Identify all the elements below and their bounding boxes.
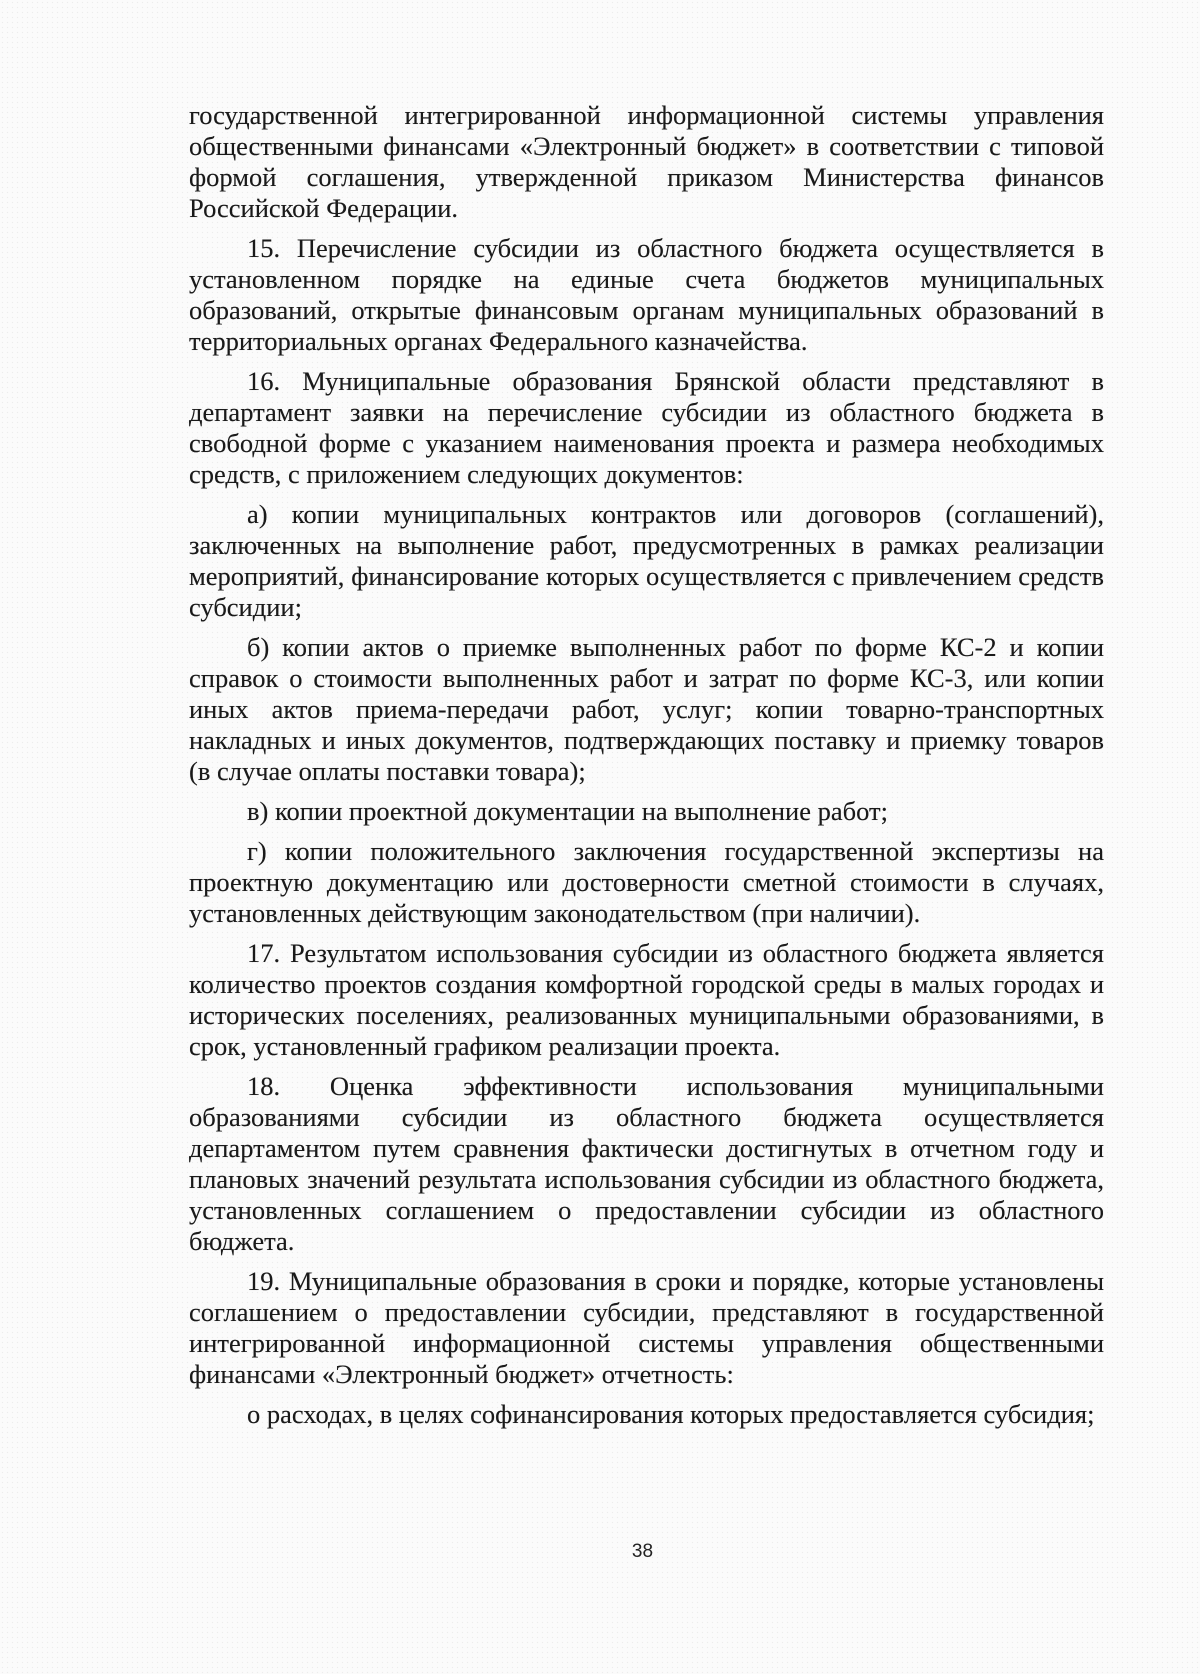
paragraph-17: 17. Результатом использования субсидии из областного бюджета является количество проектов создания комфортной городской среды в малых городах и исторических поселениях, реализованных муниципальными образованиями, в срок, установленный графиком реализации проекта. <box>189 938 1104 1061</box>
paragraph-16-a: а) копии муниципальных контрактов или договоров (соглашений), заключенных на выполнение работ, предусмотренных в рамках реализации мероприятий, финансирование которых осуществляется с привлечением средств субсидии; <box>189 499 1104 622</box>
paragraph-continuation: государственной интегрированной информационной системы управления общественными финансами «Электронный бюджет» в соответствии с типовой формой соглашения, утвержденной приказом Министерства финансов Российской Федерации. <box>189 100 1104 223</box>
paragraph-18: 18. Оценка эффективности использования муниципальными образованиями субсидии из областного бюджета осуществляется департаментом путем сравнения фактически достигнутых в отчетном году и плановых значений результата использования субсидии из областного бюджета, установленных соглашением о предоставлении субсидии из областного бюджета. <box>189 1071 1104 1256</box>
paragraph-19-expenses: о расходах, в целях софинансирования которых предоставляется субсидия; <box>247 1399 1095 1429</box>
page-number: 38 <box>631 1541 654 1562</box>
document-body <box>189 100 1104 1439</box>
paragraph-15: 15. Перечисление субсидии из областного бюджета осуществляется в установленном порядке на единые счета бюджетов муниципальных образований, открытые финансовым органам муниципальных образований в территориальных органах Федерального казначейства. <box>189 233 1104 356</box>
paragraph-16-g: г) копии положительного заключения государственной экспертизы на проектную документацию или достоверности сметной стоимости в случаях, установленных действующим законодательством (при наличии). <box>189 836 1104 928</box>
paragraph-16-v: в) копии проектной документации на выполнение работ; <box>247 796 888 826</box>
paragraph-16-b: б) копии актов о приемке выполненных работ по форме КС-2 и копии справок о стоимости выполненных работ и затрат по форме КС-3, или копии иных актов приема-передачи работ, услуг; копии товарно-транспортных накладных и иных документов, подтверждающих поставку и приемку товаров (в случае оплаты поставки товара); <box>189 632 1104 786</box>
paragraph-19: 19. Муниципальные образования в сроки и порядке, которые установлены соглашением о предоставлении субсидии, представляют в государственной интегрированной информационной системы управления общественными финансами «Электронный бюджет» отчетность: <box>189 1266 1104 1389</box>
paragraph-16: 16. Муниципальные образования Брянской области представляют в департамент заявки на перечисление субсидии из областного бюджета в свободной форме с указанием наименования проекта и размера необходимых средств, с приложением следующих документов: <box>189 366 1104 489</box>
